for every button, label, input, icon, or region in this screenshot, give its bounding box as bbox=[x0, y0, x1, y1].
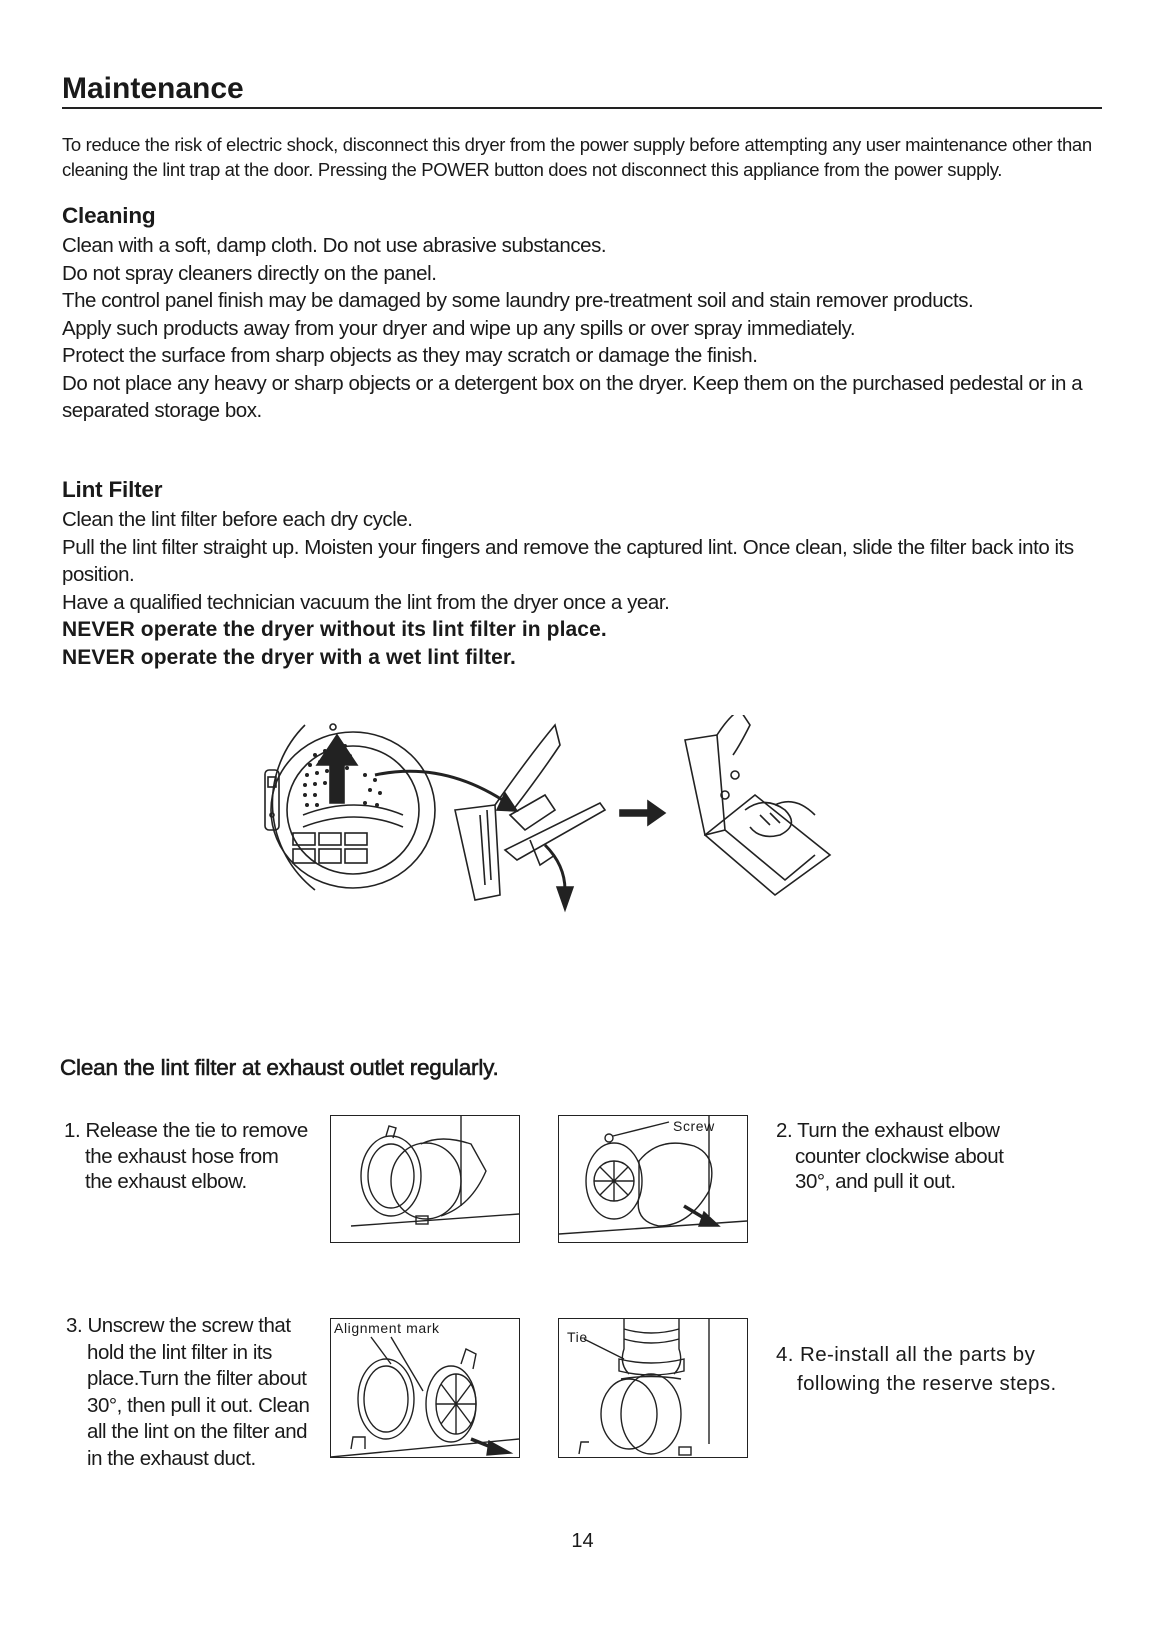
cleaning-line: The control panel finish may be damaged by some laundry pre-treatment soil and stain remover products. bbox=[62, 289, 974, 312]
step-1-line: the exhaust hose from bbox=[85, 1144, 279, 1168]
lint-filter-heading: Lint Filter bbox=[62, 477, 163, 502]
screw-label: Screw bbox=[673, 1118, 715, 1134]
lint-filter-illustration bbox=[255, 715, 875, 940]
step-1-line: 1. Release the tie to remove bbox=[64, 1119, 308, 1142]
warning-line: NEVER operate the dryer with a wet lint filter. bbox=[62, 645, 516, 669]
step-2 bbox=[776, 1118, 1003, 1195]
figure-turn-elbow bbox=[558, 1115, 748, 1243]
step-3-line: 3. Unscrew the screw that bbox=[66, 1314, 291, 1337]
cleaning-line: Apply such products away from your dryer and wipe up any spills or over spray immediately. bbox=[62, 316, 856, 340]
exhaust-heading: Clean the lint filter at exhaust outlet regularly. bbox=[60, 1055, 499, 1080]
lint-filter-text bbox=[62, 506, 1122, 616]
alignment-mark-label: Alignment mark bbox=[334, 1320, 440, 1336]
page-title: Maintenance bbox=[62, 72, 244, 105]
cleaning-text bbox=[62, 232, 1122, 425]
step-3-line: all the lint on the filter and bbox=[87, 1420, 308, 1443]
step-4-line: following the reserve steps. bbox=[797, 1372, 1057, 1395]
cleaning-line: Do not spray cleaners directly on the panel. bbox=[62, 261, 437, 285]
step-2-line: 2. Turn the exhaust elbow bbox=[776, 1119, 1000, 1142]
step-4 bbox=[776, 1340, 1057, 1398]
cleaning-line: Do not place any heavy or sharp objects or a detergent box on the dryer. Keep them on the purchased pedestal or in a separated storage box. bbox=[62, 371, 1083, 422]
step-2-line: counter clockwise about bbox=[795, 1144, 1004, 1168]
step-1 bbox=[64, 1118, 308, 1195]
lint-line: Have a qualified technician vacuum the lint from the dryer once a year. bbox=[62, 590, 670, 614]
removed-filter-drawing bbox=[455, 725, 605, 910]
warning-line: NEVER operate the dryer without its lint filter in place. bbox=[62, 618, 607, 641]
figure-release-tie bbox=[330, 1115, 520, 1243]
page-number: 14 bbox=[571, 1530, 594, 1552]
cleaning-line: Clean with a soft, damp cloth. Do not use abrasive substances. bbox=[62, 234, 607, 257]
step-3-line: hold the lint filter in its bbox=[87, 1340, 272, 1364]
tie-label: Tie bbox=[567, 1329, 588, 1345]
figure-alignment-mark bbox=[330, 1318, 520, 1458]
dryer-door-drawing bbox=[265, 724, 435, 890]
step-3 bbox=[66, 1313, 309, 1472]
safety-intro: To reduce the risk of electric shock, disconnect this dryer from the power supply before attempting any user maintenance other than cleaning the lint trap at the door. Pressing the POWER button does not disconnect this appliance from the power supply. bbox=[62, 134, 1092, 180]
step-3-line: place.Turn the filter about bbox=[87, 1367, 307, 1390]
step-3-line: 30°, then pull it out. Clean bbox=[87, 1393, 310, 1417]
step-3-line: in the exhaust duct. bbox=[87, 1446, 256, 1470]
step-1-line: the exhaust elbow. bbox=[85, 1170, 247, 1193]
open-filter-drawing bbox=[685, 715, 830, 895]
step-4-line: 4. Re-install all the parts by bbox=[776, 1343, 1036, 1366]
lint-line: Clean the lint filter before each dry cycle. bbox=[62, 508, 413, 531]
lint-line: Pull the lint filter straight up. Moisten your fingers and remove the captured lint. Once clean, slide the filter back into its position. bbox=[62, 535, 1074, 586]
cleaning-line: Protect the surface from sharp objects as they may scratch or damage the finish. bbox=[62, 344, 758, 367]
cleaning-heading: Cleaning bbox=[62, 203, 156, 228]
lint-warnings bbox=[62, 616, 1062, 671]
title-divider bbox=[62, 107, 1102, 109]
figure-tie bbox=[558, 1318, 748, 1458]
step-2-line: 30°, and pull it out. bbox=[795, 1170, 956, 1193]
